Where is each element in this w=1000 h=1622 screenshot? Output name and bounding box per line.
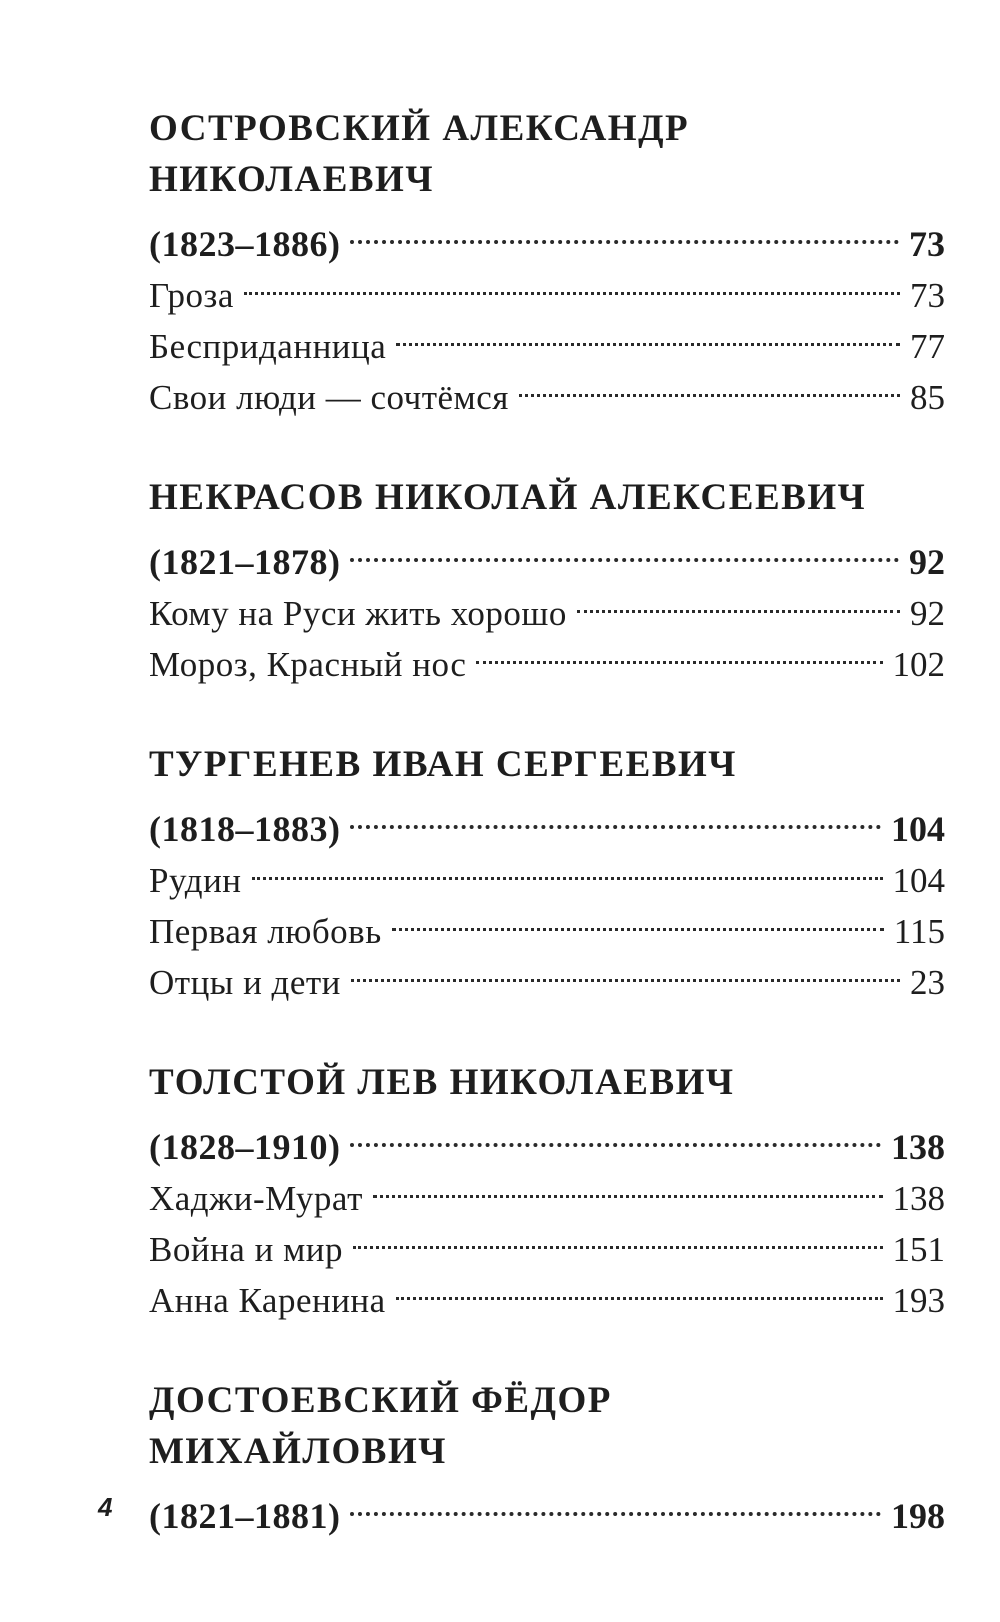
author-name: ОСТРОВСКИЙ АЛЕКСАНДР: [149, 108, 690, 149]
dot-leader: [476, 625, 882, 676]
dot-leader: [350, 790, 881, 841]
table-of-contents: [149, 103, 945, 1536]
dot-leader: [350, 205, 899, 256]
dot-leader: [519, 358, 900, 409]
toc-author-block: [149, 739, 945, 1002]
page-ref: 104: [892, 861, 945, 900]
author-years: (1823–1886): [149, 224, 341, 264]
page-number: 4: [98, 1492, 113, 1522]
dot-leader: [350, 1477, 881, 1528]
toc-entry-work[interactable]: [149, 307, 945, 366]
dot-leader: [351, 943, 900, 994]
page-ref: 92: [910, 594, 945, 633]
work-title: Анна Каренина: [149, 1281, 386, 1320]
author-name: НЕКРАСОВ НИКОЛАЙ АЛЕКСЕЕВИЧ: [149, 477, 867, 518]
dot-leader: [373, 1159, 883, 1210]
author-name: ДОСТОЕВСКИЙ ФЁДОР: [149, 1380, 612, 1421]
work-title: Рудин: [149, 861, 242, 900]
page-ref: 115: [893, 912, 945, 951]
page-ref: 198: [891, 1496, 945, 1536]
page-ref: 138: [892, 1179, 945, 1218]
author-years: (1821–1878): [149, 542, 341, 582]
toc-author-block: [149, 1375, 945, 1536]
work-title: Бесприданница: [149, 327, 387, 366]
dot-leader: [350, 1108, 881, 1159]
dot-leader: [577, 574, 900, 625]
dot-leader: [396, 1261, 883, 1312]
toc-entry-author[interactable]: [149, 1108, 945, 1167]
page-ref: 23: [910, 963, 945, 1002]
page-ref: 73: [909, 224, 945, 264]
work-title: Война и мир: [149, 1230, 343, 1269]
work-title: Хаджи-Мурат: [149, 1179, 363, 1218]
page-ref: 193: [892, 1281, 945, 1320]
author-name: НИКОЛАЕВИЧ: [149, 159, 434, 200]
dot-leader: [392, 892, 884, 943]
dot-leader: [353, 1210, 883, 1261]
author-name: МИХАЙЛОВИЧ: [149, 1431, 447, 1472]
page-ref: 92: [909, 542, 945, 582]
toc-entry-author[interactable]: [149, 523, 945, 582]
toc-entry-author[interactable]: [149, 205, 945, 264]
author-name: ТУРГЕНЕВ ИВАН СЕРГЕЕВИЧ: [149, 744, 737, 785]
page-ref: 151: [892, 1230, 945, 1269]
work-title: Свои люди — сочтёмся: [149, 378, 509, 417]
page-ref: 77: [910, 327, 945, 366]
toc-author-block: [149, 472, 945, 684]
work-title: Гроза: [149, 276, 234, 315]
page-ref: 138: [891, 1127, 945, 1167]
page-ref: 73: [910, 276, 945, 315]
toc-entry-work[interactable]: [149, 256, 945, 315]
work-title: Мороз, Красный нос: [149, 645, 467, 684]
page-ref: 104: [891, 809, 945, 849]
author-years: (1818–1883): [149, 809, 341, 849]
page-ref: 102: [892, 645, 945, 684]
toc-author-block: [149, 103, 945, 417]
author-years: (1828–1910): [149, 1127, 341, 1167]
author-years: (1821–1881): [149, 1496, 341, 1536]
toc-entry-work[interactable]: [149, 892, 945, 951]
toc-entry-author[interactable]: [149, 1477, 945, 1536]
dot-leader: [252, 841, 883, 892]
dot-leader: [396, 307, 900, 358]
work-title: Первая любовь: [149, 912, 382, 951]
work-title: Кому на Руси жить хорошо: [149, 594, 567, 633]
toc-entry-work[interactable]: [149, 841, 945, 900]
work-title: Отцы и дети: [149, 963, 341, 1002]
page-ref: 85: [910, 378, 945, 417]
dot-leader: [350, 523, 899, 574]
author-name: ТОЛСТОЙ ЛЕВ НИКОЛАЕВИЧ: [149, 1062, 735, 1103]
dot-leader: [244, 256, 900, 307]
toc-entry-author[interactable]: [149, 790, 945, 849]
toc-author-block: [149, 1057, 945, 1320]
